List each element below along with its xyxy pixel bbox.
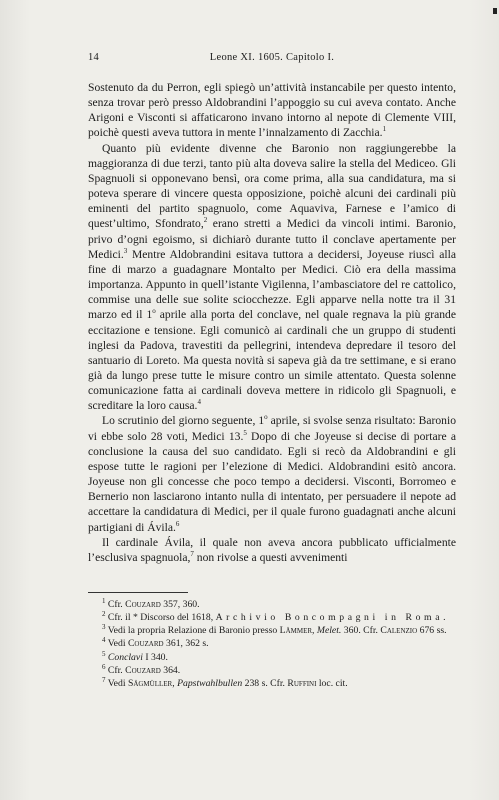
footnote-1: $^1$ Cfr. Couzard 357, 360.: [102, 596, 200, 610]
footnote-2: $^2$ Cfr. il * Discorso del 1618, Archivio Boncompagni in Roma.: [102, 609, 446, 624]
footnote-4: $^4$ Vedi Couzard 361, 362 s.: [102, 636, 209, 650]
footnote-7: $^7$ Vedi Sägmüller, Papstwahlbullen 238 s. Cfr. Ruffini loc. cit.: [102, 675, 348, 689]
footnote-ref: 4: [197, 398, 201, 407]
footnote-rule: [88, 592, 188, 593]
footnote-ref: 2: [203, 216, 208, 225]
footnote-5: $^5$ Conclavi I 340.: [102, 649, 168, 663]
running-title: Leone XI. 1605. Capitolo I.: [209, 52, 335, 63]
footnote-ref: 3: [123, 246, 128, 255]
footnote-ref: 7: [190, 549, 194, 558]
footnote-ref: 6: [175, 519, 180, 528]
footnotes: [88, 598, 456, 690]
footnote-ref: 5: [243, 428, 247, 437]
edge-mark: [493, 8, 497, 14]
page-number: 14: [88, 52, 100, 63]
paragraph-3: Lo scrutinio del giorno seguente, 1$^o$ aprile, si svolse senza risultato: Baronio vi ebbe solo 28 voti, Medici 13.$^5$ Dopo di che Joyeuse si decise di portare a conclusione la causa del suo candidato. Egli si recò da Aldobrandini e gli espose tutte le ragioni per l’elezione di Medici. Aldobrandini esitò ancora. Joyeuse non gli concesse che poco tempo a decidersi. Visconti, Borromeo e Bernerio non lasciarono intanto nulla di intentato, per persuadere il nepote ad accettare la candidatura di Medici, per il quale furono guadagnati anche alcuni partigiani di Ávila.$^6$: [88, 413, 456, 534]
body-text: [88, 80, 456, 565]
paragraph-1: Sostenuto da du Perron, egli spiegò un’attività instancabile per questo intento, senza trovar però presso Aldobrandini l’appoggio su cui aveva contato. Anche Arigoni e Visconti si affaticarono invano intorno al nepote di Clemente VIII, poichè questi aveva tuttora in mente l’innalzamento di Zacchia.$^1$: [88, 81, 456, 140]
paragraph-4: Il cardinale Ávila, il quale non aveva ancora pubblicato ufficialmente l’esclusiva spagnuola,$^7$ non rivolse a questi avvenimenti: [88, 535, 456, 564]
footnote-3: $^3$ Vedi la propria Relazione di Baronio presso Lämmer, Melet. 360. Cfr. Calenzio 676 ss.: [102, 623, 447, 637]
footnote-ref: 1: [382, 125, 387, 134]
paragraph-2: Quanto più evidente divenne che Baronio non raggiungerebbe la maggioranza di due terzi, tanto più alta doveva salire la stella del Mediceo. Gli Spagnuoli si opponevano bensì, ora come prima, alla sua candidatura, ma si poteva sperare di vincere questa opposizione, poichè alcuni dei cardinali più eminenti del partito spagnuolo, come Aquaviva, Farnese e l’amico di quest’ultimo, Sfondrato,$^2$ erano stretti a Medici da vincoli intimi. Baronio, privo d’ogni egoismo, si dichiarò durante tutto il conclave apertamente per Medici.$^3$ Mentre Aldobrandini esitava tuttora a decidersi, Joyeuse riuscì alla fine di marzo a guadagnare Montalto per Medici. Ciò era della massima importanza. Appunto in quell’istante Vigilenna, l’ambasciatore del re cattolico, commise una delle sue solite sciocchezze. Egli apparve nella notte tra il 31 marzo ed il 1$^o$ aprile alla porta del conclave, nel quale regnava la più grande eccitazione e tensione. Egli comunicò ai cardinali che un gruppo di studenti inglesi da Padova, travestiti da pellegrini, intendeva depredare il tesoro del santuario di Loreto. Ma questa novità si sapeva già da tre settimane, e si erano già da lungo prese tutte le misure contro un simile attentato. Questa solenne comunicazione fatta ai cardinali doveva mettere in ridicolo gli Spagnuoli, e screditare la loro causa.$^4$: [88, 141, 457, 413]
footnote-6: $^6$ Cfr. Couzard 364.: [102, 662, 181, 676]
